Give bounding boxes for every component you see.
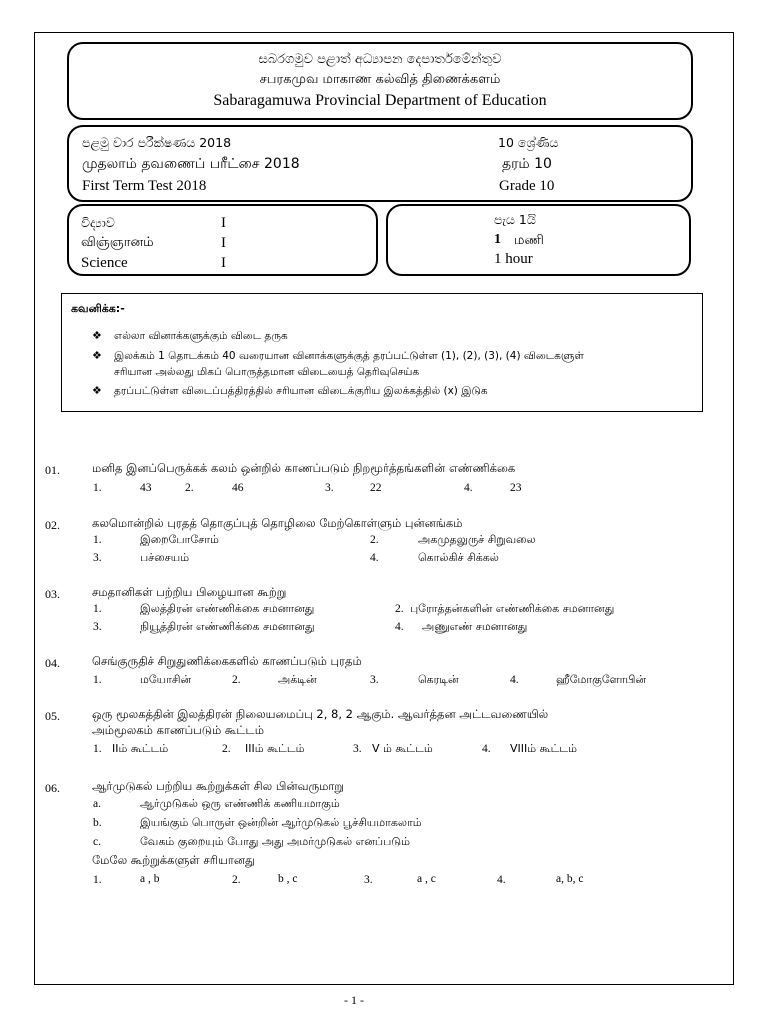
- option-text: அணுஎண் சமனானது: [422, 620, 528, 633]
- paper-number: I: [221, 235, 226, 251]
- option-text: இறைபோசோம்: [140, 533, 219, 546]
- question-number: 02.: [45, 518, 60, 532]
- option-number: 4.: [482, 743, 491, 755]
- option-text: புரோத்தன்களின் எண்ணிக்கை சமனானது: [410, 602, 615, 615]
- option-text: a , c: [417, 873, 436, 885]
- question-text: சமதானிகள் பற்றிய பிழையான கூற்று: [92, 585, 287, 599]
- question-number: 03.: [45, 587, 60, 601]
- instruction-item: எல்லா வினாக்களுக்கும் விடை தருக: [114, 330, 288, 342]
- instructions-heading: கவனிக்க:-: [71, 302, 125, 315]
- question-text: கலமொன்றில் புரதத் தொகுப்புத் தொழிலை மேற்கொள்ளும் புன்னங்கம்: [92, 516, 463, 530]
- option-number: 2.: [185, 482, 194, 494]
- option-text: 22: [370, 482, 382, 494]
- english-grade: Grade 10: [499, 178, 555, 194]
- option-number: 4.: [510, 674, 519, 686]
- sinhala-grade: 10 ශ්‍රේණිය: [498, 135, 559, 150]
- option-number: 3.: [353, 743, 362, 755]
- option-number: 3.: [93, 552, 102, 564]
- option-text: 43: [140, 482, 152, 494]
- option-text: அகமுதலுருச் சிறுவலை: [418, 533, 536, 546]
- question-text-continued: அம்மூலகம் காணப்படும் கூட்டம்: [92, 723, 264, 737]
- option-text: a , b: [140, 873, 160, 885]
- option-number: 3.: [93, 621, 102, 633]
- option-text: ஹீமோகுளோபின்: [556, 673, 647, 686]
- subject-box: [67, 204, 378, 276]
- statement-label: b.: [93, 817, 102, 829]
- option-number: 1.: [93, 534, 102, 546]
- option-text: மயோசின்: [140, 673, 192, 686]
- diamond-bullet-icon: ❖: [92, 384, 102, 397]
- option-number: 4.: [395, 621, 404, 633]
- option-number: 3.: [364, 874, 373, 886]
- instruction-item: இலக்கம் 1 தொடக்கம் 40 வரையான வினாக்களுக்குத் தரப்பட்டுள்ள (1), (2), (3), (4) விடைகளுள்: [114, 350, 584, 362]
- option-number: 2.: [232, 674, 241, 686]
- option-number: 1.: [93, 603, 102, 615]
- department-header-box: [67, 42, 693, 120]
- option-text: 46: [232, 482, 244, 494]
- option-number: 4.: [370, 552, 379, 564]
- option-text: IIம் கூட்டம்: [112, 742, 169, 755]
- option-text: கொல்கிச் சிக்கல்: [418, 551, 499, 564]
- diamond-bullet-icon: ❖: [92, 329, 102, 342]
- question-text: ஆர்முடுகல் பற்றிய கூற்றுக்கள் சில பின்வருமாறு: [92, 779, 345, 793]
- option-text: அக்டின்: [278, 673, 317, 686]
- option-text: கெரடின்: [418, 673, 459, 686]
- tamil-test-name: முதலாம் தவணைப் பரீட்சை 2018: [82, 156, 300, 172]
- question-number: 06.: [45, 781, 60, 795]
- duration-number: 1: [494, 232, 501, 247]
- option-number: 2.: [370, 534, 379, 546]
- sinhala-subject: විද්‍යාව: [81, 215, 115, 230]
- option-number: 4.: [464, 482, 473, 494]
- question-text: மனித இனப்பெருக்கக் கலம் ஒன்றில் காணப்படும் நிறமூர்த்தங்களின் எண்ணிக்கை: [92, 461, 516, 475]
- tamil-subject: விஞ்ஞானம்: [81, 235, 154, 250]
- option-text: இலத்திரன் எண்ணிக்கை சமனானது: [140, 602, 315, 615]
- option-number: 1.: [93, 482, 102, 494]
- option-text: 23: [510, 482, 522, 494]
- option-number: 4.: [497, 874, 506, 886]
- sinhala-test-name: පළමු වාර පරීක්ෂණය 2018: [82, 135, 232, 150]
- question-text: ஒரு மூலகத்தின் இலத்திரன் நிலையமைப்பு 2, 8, 2 ஆகும். ஆவர்த்தன அட்டவணையில்: [92, 707, 549, 721]
- option-number: 3.: [370, 674, 379, 686]
- question-text: செங்குருதிச் சிறுதுணிக்கைகளில் காணப்படும் புரதம்: [92, 654, 362, 668]
- statement-text: வேகம் குறையும் போது அது அமர்முடுகல் எனப்படும்: [140, 835, 410, 848]
- option-text: பச்சையம்: [140, 551, 190, 564]
- option-number: 2.: [222, 743, 231, 755]
- statement-label: c.: [93, 836, 101, 848]
- option-number: 1.: [93, 674, 102, 686]
- statement-label: a.: [93, 798, 101, 810]
- question-number: 04.: [45, 656, 60, 670]
- english-dept-title: Sabaragamuwa Provincial Department of Education: [213, 92, 547, 109]
- option-number: 3.: [325, 482, 334, 494]
- option-text: IIIம் கூட்டம்: [245, 742, 305, 755]
- paper-number: I: [221, 255, 226, 271]
- instruction-item-continued: சரியான அல்லது மிகப் பொருத்தமான விடையைத் தெரிவுசெய்க: [114, 366, 420, 378]
- statement-text: இயங்கும் பொருள் ஒன்றின் ஆர்முடுகல் பூச்சியமாகலாம்: [140, 816, 422, 829]
- tamil-grade: தரம் 10: [502, 156, 552, 172]
- sinhala-dept-title: සබරගමුව පළාත් අධ්‍යාපන දෙපාර්තමේන්තුව: [258, 52, 502, 67]
- page-number: - 1 -: [344, 993, 364, 1007]
- diamond-bullet-icon: ❖: [92, 349, 102, 362]
- option-text: V ம் கூட்டம்: [372, 742, 433, 755]
- tamil-dept-title: சபரகமுவ மாகாண கல்வித் திணைக்களம்: [259, 72, 501, 87]
- question-prompt: மேலே கூற்றுக்களுள் சரியானது: [92, 853, 255, 867]
- option-text: b , c: [278, 873, 298, 885]
- english-test-name: First Term Test 2018: [82, 178, 207, 194]
- option-number: 2.: [395, 603, 404, 615]
- option-number: 1.: [93, 743, 102, 755]
- exam-info-box: [67, 125, 693, 202]
- english-duration: 1 hour: [494, 251, 533, 267]
- option-text: a, b, c: [556, 873, 584, 885]
- time-box: [386, 204, 691, 276]
- question-number: 05.: [45, 709, 60, 723]
- option-number: 2.: [232, 874, 241, 886]
- sinhala-duration: පැය 1යි: [494, 212, 536, 227]
- option-number: 1.: [93, 874, 102, 886]
- paper-number: I: [221, 215, 226, 231]
- english-subject: Science: [81, 255, 128, 271]
- instructions-box: [61, 293, 703, 412]
- tamil-duration: மணி: [514, 233, 544, 248]
- question-number: 01.: [45, 463, 60, 477]
- option-text: VIIIம் கூட்டம்: [510, 742, 577, 755]
- instruction-item: தரப்பட்டுள்ள விடைப்பத்திரத்தில் சரியான விடைக்குரிய இலக்கத்தில் (x) இடுக: [114, 385, 488, 397]
- option-text: நியூத்திரன் எண்ணிக்கை சமனானது: [140, 620, 315, 633]
- statement-text: ஆர்முடுகல் ஒரு எண்ணிக் கணியமாகும்: [140, 797, 340, 810]
